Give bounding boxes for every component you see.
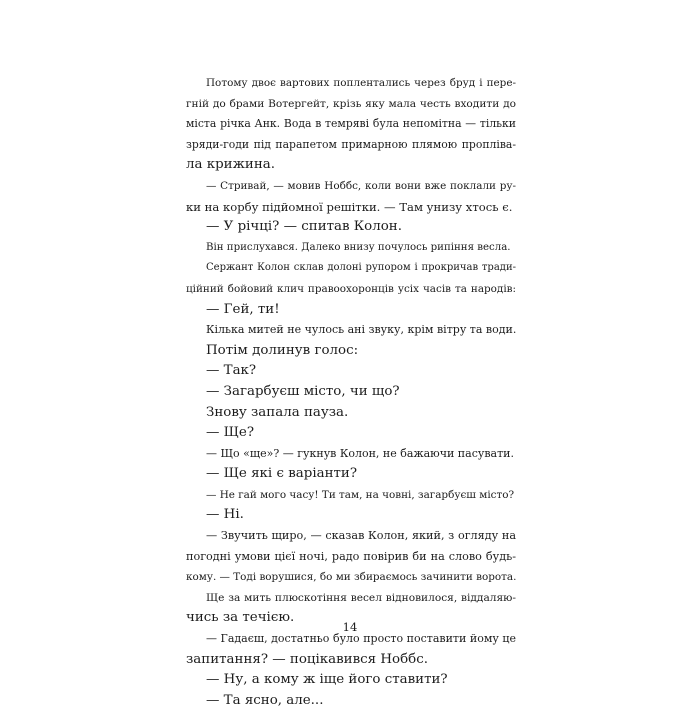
text-line: ки на корбу підйомної решітки. — Там унизу хтось є. xyxy=(186,199,513,214)
body-text xyxy=(186,73,516,711)
text-line: міста річка Анк. Вода в темряві була непомітна — тільки xyxy=(186,117,516,131)
text-line: — Ще? xyxy=(206,425,255,441)
text-line: — Ще які є варіанти? xyxy=(206,466,358,482)
text-line: кому. — Тоді ворушися, бо ми збираємось зачинити ворота. xyxy=(186,571,517,584)
text-line: — Та ясно, але... xyxy=(206,692,324,708)
text-line: — Стривай, — мовив Ноббс, коли вони вже поклали ру- xyxy=(206,179,516,192)
text-line: зряди-годи під парапетом примарною плямою пропліва- xyxy=(186,137,516,151)
text-line: запитання? — поцікавився Ноббс. xyxy=(186,651,428,667)
text-line: Кілька митей не чулось ані звуку, крім вітру та води. xyxy=(206,323,517,337)
text-line: — Що «ще»? — гукнув Колон, не бажаючи пасувати. xyxy=(206,446,514,460)
text-line: Потому двоє вартових поплентались через бруд і пере- xyxy=(206,77,516,89)
text-line: чись за течією. xyxy=(186,610,295,626)
text-line: — Ні. xyxy=(206,507,244,523)
text-line: Він прислухався. Далеко внизу почулось рипіння весла. xyxy=(206,241,511,253)
text-line: — У річці? — спитав Колон. xyxy=(206,219,402,235)
text-line: Знову запала пауза. xyxy=(206,404,349,420)
text-line: погодні умови цієї ночі, радо повірив би на слово будь- xyxy=(186,549,516,563)
text-line: — Загарбуєш місто, чи що? xyxy=(206,383,400,399)
text-line: — Звучить щиро, — сказав Колон, який, з огляду на xyxy=(206,529,516,543)
text-line: — Гадаєш, достатньо було просто поставити йому це xyxy=(206,632,516,646)
text-line: — Не гай мого часу! Ти там, на човні, загарбуєш місто? xyxy=(206,488,515,501)
text-line: — Так? xyxy=(206,363,257,379)
text-line: ла крижина. xyxy=(186,157,276,173)
text-line: Потім долинув голос: xyxy=(206,342,359,358)
text-line: ційний бойовий клич правоохоронців усіх часів та народів: xyxy=(186,282,516,295)
text-line: гній до брами Вотергейт, крізь яку мала честь входити до xyxy=(186,97,516,110)
text-line: Сержант Колон склав долоні рупором і прокричав тради- xyxy=(206,262,516,274)
text-line: — Ну, а кому ж іще його ставити? xyxy=(206,672,448,688)
page-number: 14 xyxy=(342,620,358,634)
text-line: — Гей, ти! xyxy=(206,301,280,317)
text-line: Ще за мить плюскотіння весел відновилося, віддаляю- xyxy=(206,591,516,604)
